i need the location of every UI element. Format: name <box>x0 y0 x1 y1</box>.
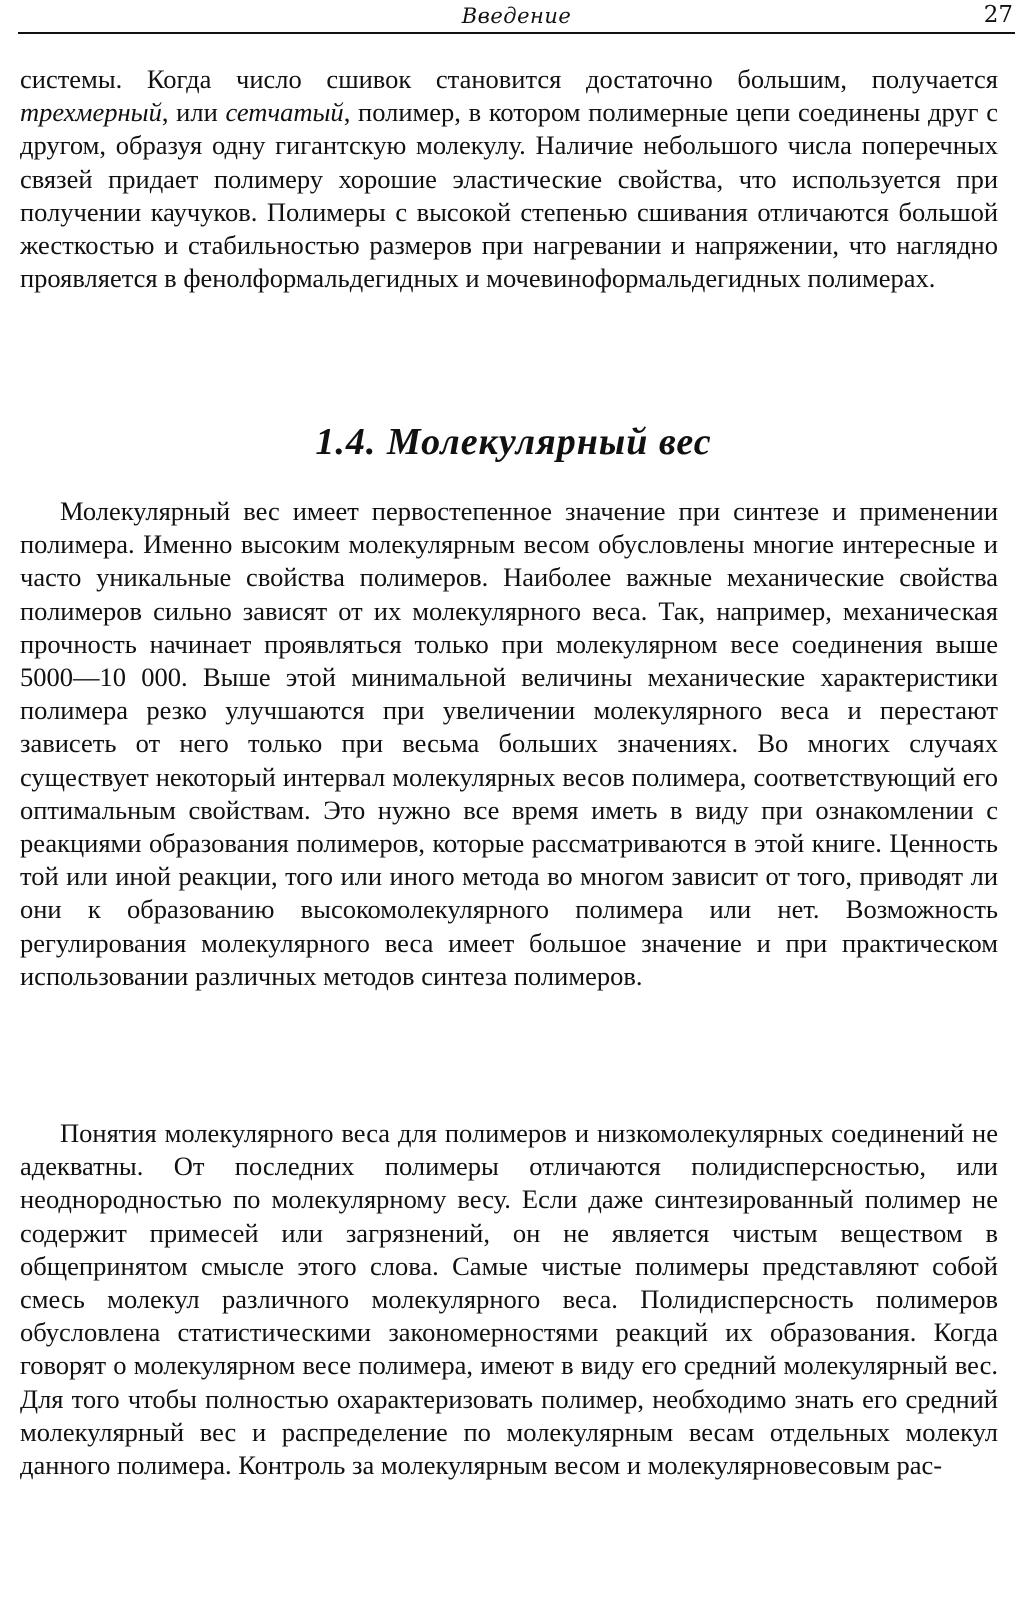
paragraph-continued <box>20 63 998 295</box>
paragraph-polydispersity: Понятия молекулярного веса для полимеров и низкомолекулярных соединений не адекватны. От последних полимеры отличаются полидисперсностью, или неоднородностью по молекулярному весу. Если даже синтезированный полимер не содержит примесей или загрязнений, он не является чистым веществом в общепринятом смысле этого слова. Самые чистые полимеры представляют собой смесь молекул различного молекулярного веса. Полидисперсность полимеров обусловлена статистическими закономерностями реакций их образования. Когда говорят о молекулярном весе полимера, имеют в виду его средний молекулярный вес. Для того чтобы полностью охарактеризовать полимер, необходимо знать его средний молекулярный вес и распределение по молекулярным весам отдельных молекул данного полимера. Контроль за молекулярным весом и молекулярновесовым рас- <box>20 1118 998 1481</box>
section-heading: 1.4. Молекулярный вес <box>315 421 712 463</box>
running-header <box>18 2 1015 34</box>
paragraph-1-text-a: системы. Когда число сшивок становится достаточно большим, получается <box>20 64 998 94</box>
paragraph-molecular-weight: Молекулярный вес имеет первостепенное значение при синтезе и применении полимера. Именно высоким молекулярным весом обусловлены многие интересные и часто уникальные свойства полимеров. Наиболее важные механические свойства полимеров сильно зависят от их молекулярного веса. Так, например, механическая прочность начинает проявляться только при молекулярном весе соединения выше 5000—10 000. Выше этой минимальной величины механические характеристики полимера резко улучшаются при увеличении молекулярного веса и перестают зависеть от него только при весьма больших значениях. Во многих случаях существует некоторый интервал молекулярных весов полимера, соответствующий его оптимальным свойствам. Это нужно все время иметь в виду при ознакомлении с реакциями образования полимеров, которые рассматриваются в этой книге. Ценность той или иной реакции, того или иного метода во многом зависит от того, приводят ли они к образованию высокомолекулярного полимера или нет. Возможность регулирования молекулярного веса имеет большое значение и при практическом использовании различных методов синтеза полимеров. <box>20 496 998 991</box>
term-network: сетчатый <box>225 97 344 128</box>
paragraph-1-text-c: , полимер, в котором полимерные цепи соединены друг с другом, образуя одну гигантскую молекулу. Наличие небольшого числа поперечных связей придает полимеру хорошие эластические свойства, что используется при получении каучуков. Полимеры с высокой степенью сшивания отличаются большой жесткостью и стабильностью размеров при нагревании и напряжении, что наглядно проявляется в фенолформальдегидных и мочевиноформальдегидных полимерах. <box>20 97 999 294</box>
term-three-dimensional: трехмерный <box>20 97 162 128</box>
paragraph-1-text-b: , или <box>161 97 226 128</box>
running-title: Введение <box>461 4 572 28</box>
page-number: 27 <box>983 2 1013 28</box>
